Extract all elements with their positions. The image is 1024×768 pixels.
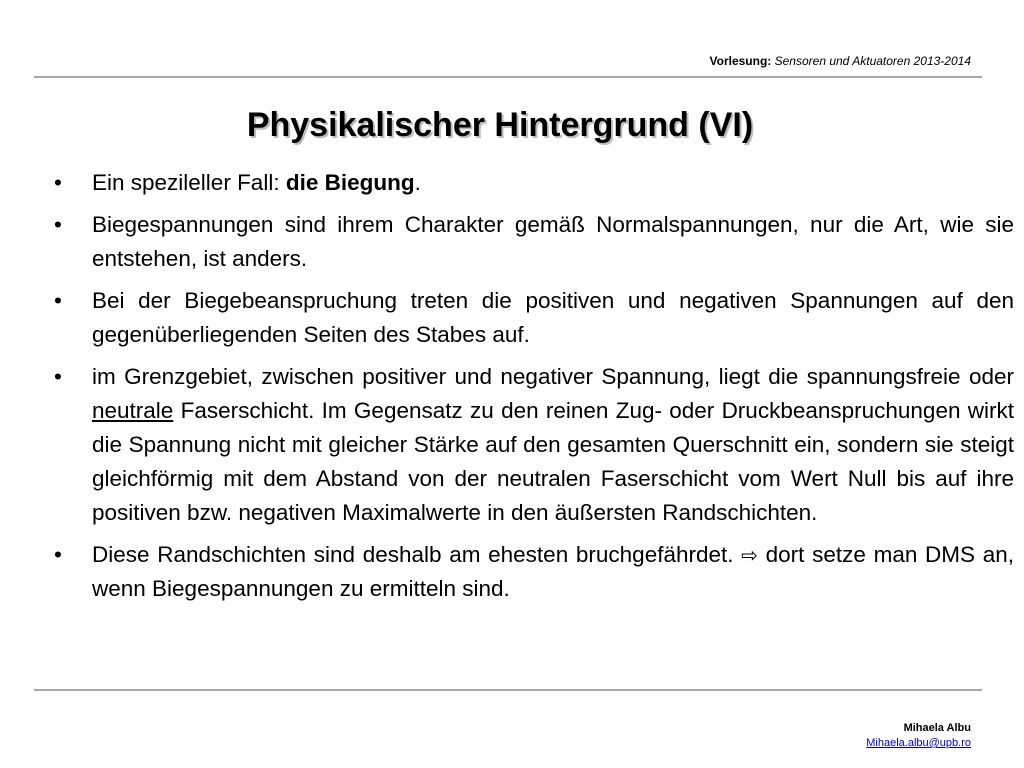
bullet-text: Bei der Biegebeanspruchung treten die positiven und negativen Spannungen auf den gegenüberliegenden Seiten des Stabes auf. [92,288,1014,347]
bullet-text: im Grenzgebiet, zwischen positiver und negativer Spannung, liegt die spannungsfreie oder [92,364,1014,389]
arrow-right-icon: ⇨ [741,543,758,567]
bullet-list [54,166,1014,614]
header-label: Vorlesung: [709,54,772,68]
bullet-text: Biegespannungen sind ihrem Charakter gemäß Normalspannungen, nur die Art, wie sie entstehen, ist anders. [92,212,1014,271]
bullet-text: Faserschicht. Im Gegensatz zu den reinen Zug- oder Druckbeanspruchungen wirkt die Spannung nicht mit gleicher Stärke auf den gesamten Querschnitt ein, sondern sie steigt gleichförmig mit dem Abstand von der neutralen Faserschicht vom Wert Null bis auf ihre positiven bzw. negativen Maximalwerte in den äußersten Randschichten. [92,398,1014,525]
bullet-text: Diese Randschichten sind deshalb am ehesten bruchgefährdet. [92,542,742,567]
bullet-text: . [414,170,421,195]
header-course: Sensoren und Aktuatoren 2013-2014 [774,54,971,68]
bullet-item [54,284,1014,352]
bullet-text: dort setze man DMS an, wenn Biegespannungen zu ermitteln sind. [92,542,1014,601]
author-email-link[interactable]: Mihaela.albu@upb.ro [866,737,971,749]
header-divider [34,76,982,78]
author-name: Mihaela Albu [903,722,971,734]
footer-divider [34,689,982,691]
bullet-item [54,538,1014,606]
slide-title: Physikalischer Hintergrund (VI) [246,106,754,144]
bullet-item [54,360,1014,530]
bullet-text: Ein spezileller Fall: [92,170,286,195]
bullet-emphasis: die Biegung [285,170,415,195]
slide-footer [866,721,971,751]
bullet-item [54,166,1014,200]
bullet-underlined-term: neutrale [92,398,174,423]
slide-header [710,54,972,68]
bullet-item [54,208,1014,276]
